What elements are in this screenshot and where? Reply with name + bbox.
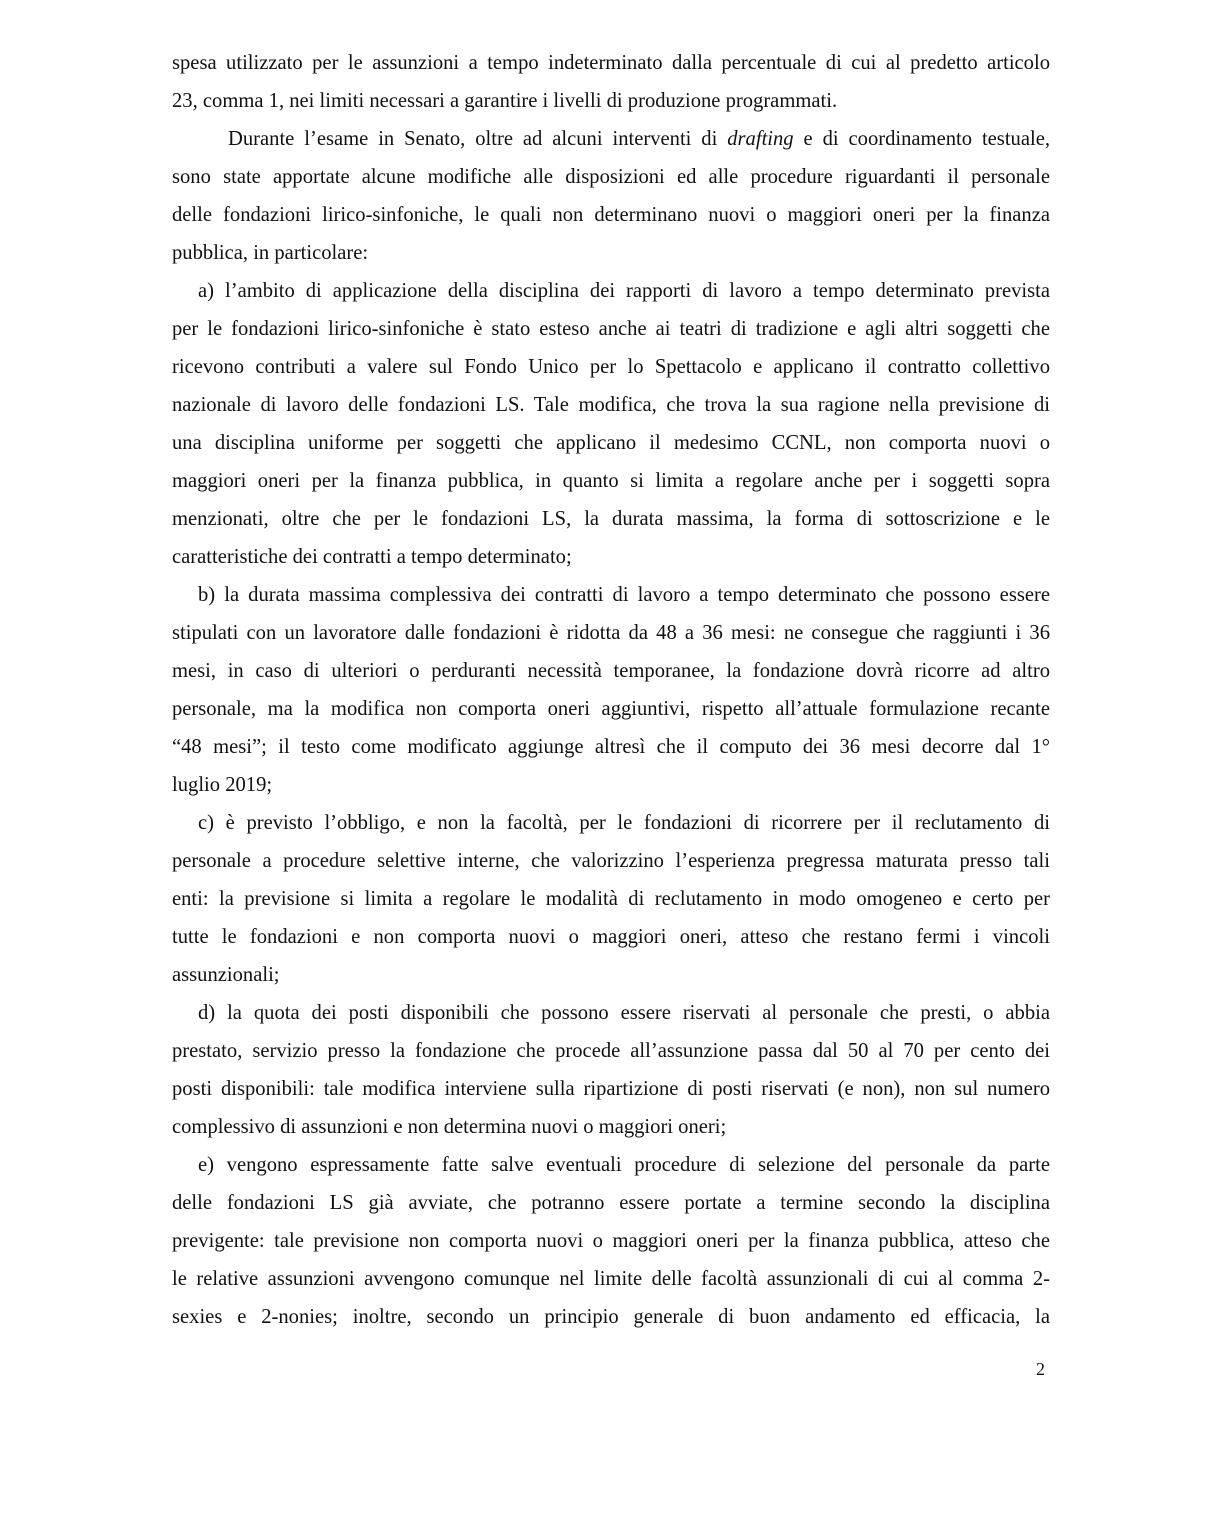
text-line: una disciplina uniforme per soggetti che applicano il medesimo CCNL, non comporta nuovi o [172,432,1050,454]
text-line: e) vengono espressamente fatte salve eventuali procedure di selezione del personale da parte [198,1154,1050,1176]
text-line: mesi, in caso di ulteriori o perduranti necessità temporanee, la fondazione dovrà ricorre ad altro [172,660,1050,682]
text-line-with-italic [172,120,1050,158]
text-line: maggiori oneri per la finanza pubblica, in quanto si limita a regolare anche per i soggetti sopra [172,470,1050,492]
text-line: “48 mesi”; il testo come modificato aggiunge altresì che il computo dei 36 mesi decorre dal 1° [172,736,1050,758]
text-line: posti disponibili: tale modifica interviene sulla ripartizione di posti riservati (e non), non sul numero [172,1078,1050,1100]
text-line: le relative assunzioni avvengono comunque nel limite delle facoltà assunzionali di cui al comma 2- [172,1268,1050,1290]
text-line: menzionati, oltre che per le fondazioni LS, la durata massima, la forma di sottoscrizione e le [172,508,1050,530]
document-page [172,44,1050,1336]
text-line: prestato, servizio presso la fondazione che procede all’assunzione passa dal 50 al 70 per cento dei [172,1040,1050,1062]
paragraph-continuation [172,44,1050,120]
text-line: ricevono contributi a valere sul Fondo Unico per lo Spettacolo e applicano il contratto collettivo [172,356,1050,378]
text-line: personale, ma la modifica non comporta oneri aggiuntivi, rispetto all’attuale formulazione recante [172,698,1050,720]
list-item-d [172,994,1050,1146]
page-number: 2 [1036,1359,1045,1379]
paragraph-senate-review [172,120,1050,272]
text-line: pubblica, in particolare: [172,242,369,264]
text-line: nazionale di lavoro delle fondazioni LS. Tale modifica, che trova la sua ragione nella previsione di [172,394,1050,416]
text-line: stipulati con un lavoratore dalle fondazioni è ridotta da 48 a 36 mesi: ne consegue che raggiunti i 36 [172,622,1050,644]
text-line: sono state apportate alcune modifiche alle disposizioni ed alle procedure riguardanti il personale [172,166,1050,188]
list-item-e [172,1146,1050,1336]
text-line: per le fondazioni lirico-sinfoniche è stato esteso anche ai teatri di tradizione e agli altri soggetti che [172,318,1050,340]
text-run: Durante l’esame in Senato, oltre ad alcuni interventi di [228,128,728,150]
text-line: assunzionali; [172,964,280,986]
text-run: e di coordinamento testuale, [793,128,1050,150]
text-line: c) è previsto l’obbligo, e non la facoltà, per le fondazioni di ricorrere per il reclutamento di [198,812,1050,834]
text-line: a) l’ambito di applicazione della disciplina dei rapporti di lavoro a tempo determinato prevista [198,280,1050,302]
text-line: 23, comma 1, nei limiti necessari a garantire i livelli di produzione programmati. [172,90,838,112]
list-item-a [172,272,1050,576]
text-line: personale a procedure selettive interne, che valorizzino l’esperienza pregressa maturata presso tali [172,850,1050,872]
text-line: complessivo di assunzioni e non determina nuovi o maggiori oneri; [172,1116,727,1138]
text-line: sexies e 2-nonies; inoltre, secondo un principio generale di buon andamento ed efficacia, la [172,1306,1050,1328]
text-line: delle fondazioni lirico-sinfoniche, le quali non determinano nuovi o maggiori oneri per la finanza [172,204,1050,226]
text-line: b) la durata massima complessiva dei contratti di lavoro a tempo determinato che possono essere [198,584,1050,606]
text-line: enti: la previsione si limita a regolare le modalità di reclutamento in modo omogeneo e certo per [172,888,1050,910]
text-line: caratteristiche dei contratti a tempo determinato; [172,546,572,568]
text-line: tutte le fondazioni e non comporta nuovi o maggiori oneri, atteso che restano fermi i vincoli [172,926,1050,948]
text-line: spesa utilizzato per le assunzioni a tempo indeterminato dalla percentuale di cui al predetto articolo [172,52,1050,74]
list-item-b [172,576,1050,804]
text-line: previgente: tale previsione non comporta nuovi o maggiori oneri per la finanza pubblica, atteso che [172,1230,1050,1252]
text-line: d) la quota dei posti disponibili che possono essere riservati al personale che presti, o abbia [198,1002,1050,1024]
text-line: luglio 2019; [172,774,273,796]
italic-term: drafting [727,128,794,150]
text-line: delle fondazioni LS già avviate, che potranno essere portate a termine secondo la disciplina [172,1192,1050,1214]
list-item-c [172,804,1050,994]
